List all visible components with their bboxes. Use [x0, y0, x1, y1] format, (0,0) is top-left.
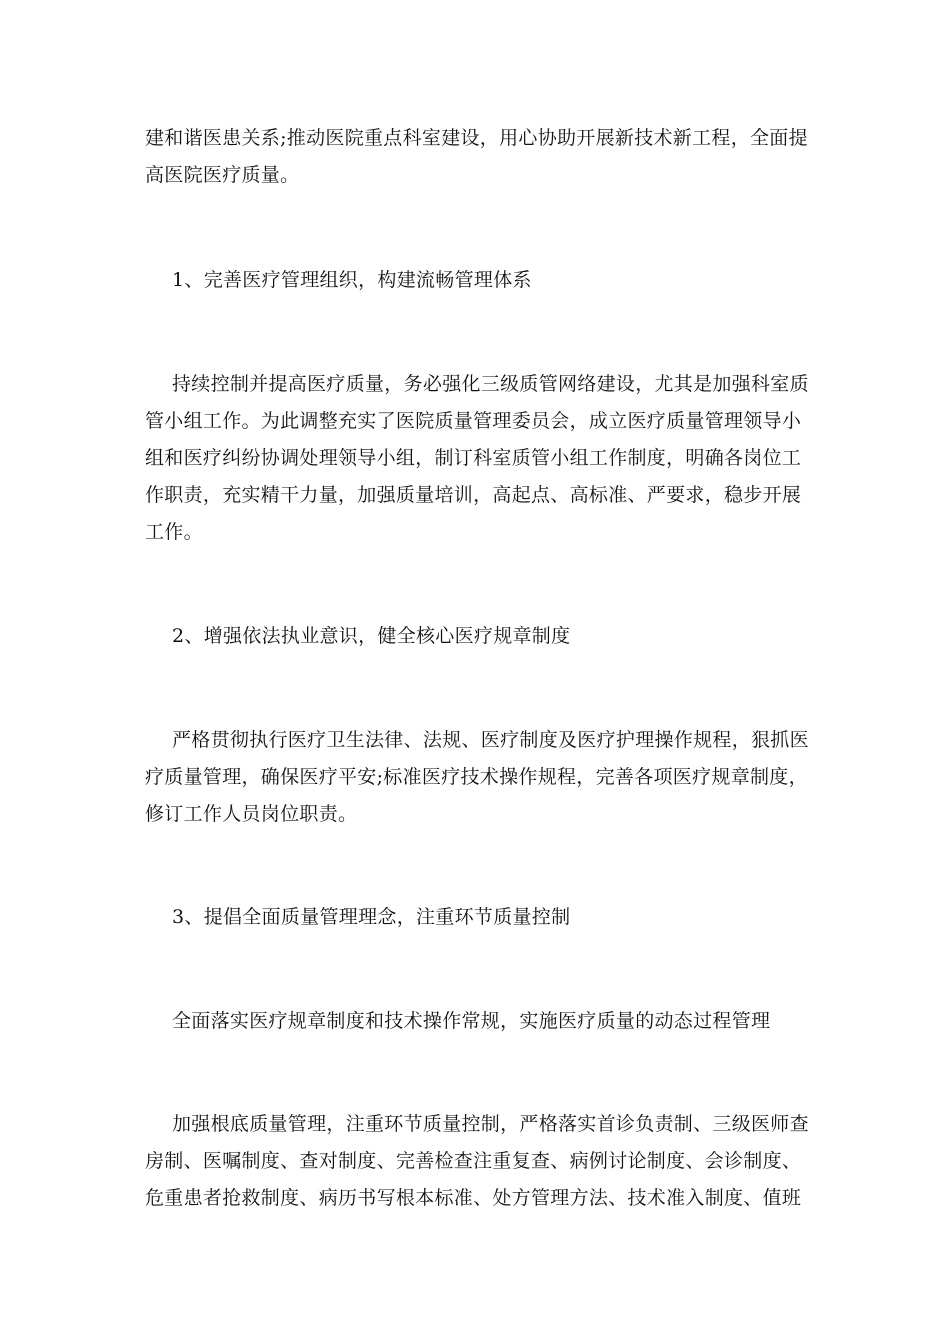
paragraph-line: 建和谐医患关系;推动医院重点科室建设，用心协助开展新技术新工程，全面提 [145, 127, 808, 149]
paragraph-line: 组和医疗纠纷协调处理领导小组，制订科室质管小组工作制度，明确各岗位工 [145, 447, 802, 469]
paragraph-line: 高医院医疗质量。 [145, 164, 300, 186]
paragraph-line: 作职责，充实精干力量，加强质量培训，高起点、高标准、严要求，稳步开展 [145, 484, 802, 506]
section-heading: 1、完善医疗管理组织，构建流畅管理体系 [172, 269, 532, 291]
paragraph-line: 房制、医嘱制度、查对制度、完善检查注重复查、病例讨论制度、会诊制度、 [145, 1150, 802, 1172]
paragraph-line: 加强根底质量管理，注重环节质量控制，严格落实首诊负责制、三级医师查 [172, 1113, 809, 1135]
section-heading: 3、提倡全面质量管理理念，注重环节质量控制 [172, 906, 571, 928]
paragraph-line: 工作。 [145, 521, 203, 543]
paragraph-line: 修订工作人员岗位职责。 [145, 803, 358, 825]
paragraph-line: 严格贯彻执行医疗卫生法律、法规、医疗制度及医疗护理操作规程，狠抓医 [172, 729, 809, 751]
section-heading: 2、增强依法执业意识，健全核心医疗规章制度 [172, 625, 571, 647]
paragraph-line: 全面落实医疗规章制度和技术操作常规，实施医疗质量的动态过程管理 [172, 1010, 771, 1032]
paragraph-line: 持续控制并提高医疗质量，务必强化三级质管网络建设，尤其是加强科室质 [172, 373, 809, 395]
paragraph-line: 危重患者抢救制度、病历书写根本标准、处方管理方法、技术准入制度、值班 [145, 1187, 802, 1209]
paragraph-line: 管小组工作。为此调整充实了医院质量管理委员会，成立医疗质量管理领导小 [145, 410, 802, 432]
paragraph-line: 疗质量管理，确保医疗平安;标准医疗技术操作规程，完善各项医疗规章制度， [145, 766, 808, 788]
